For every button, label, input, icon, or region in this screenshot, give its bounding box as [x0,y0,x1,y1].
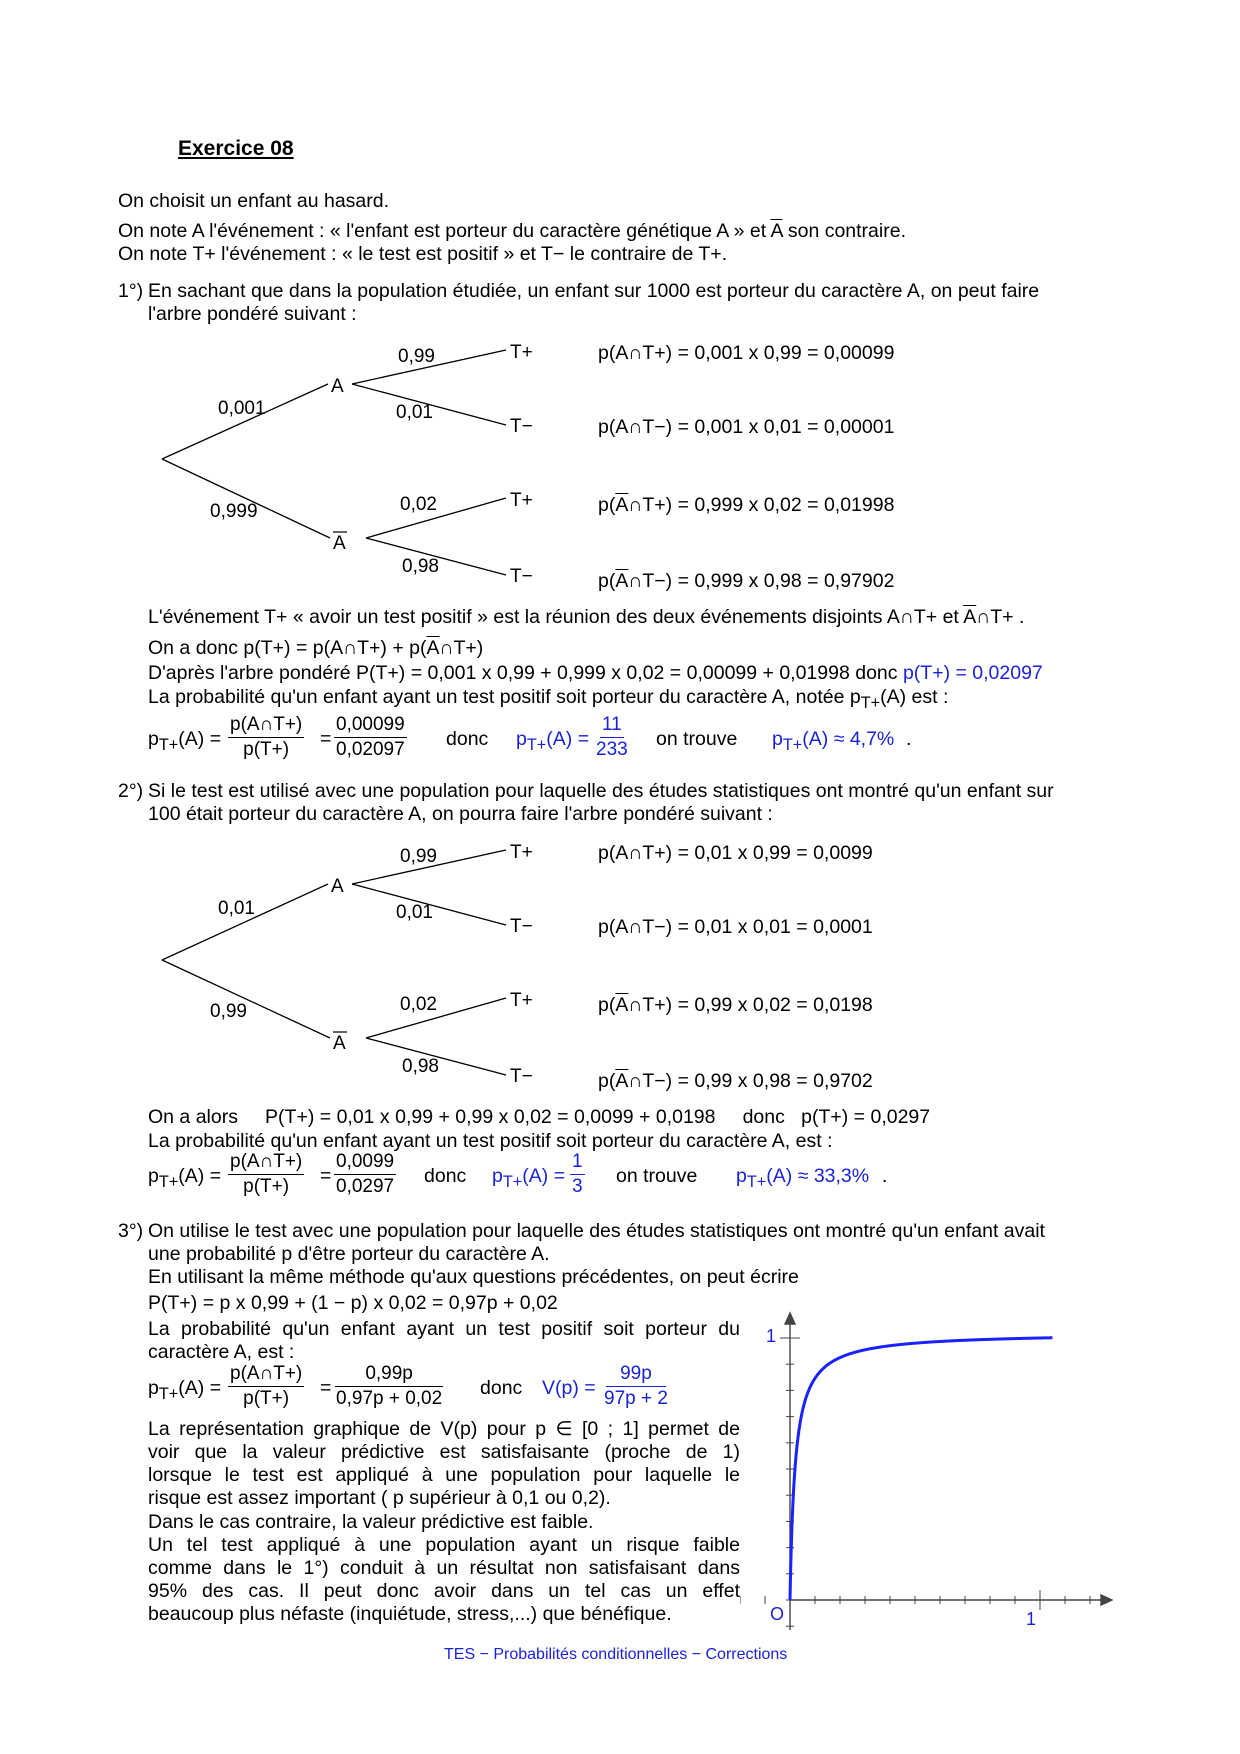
tree-1-node-a: A [331,376,344,397]
q1-f-lhs-end: (A) = [178,728,222,750]
q1-dapres-text: D'après l'arbre pondéré P(T+) = 0,001 x 0,99 + 0,999 x 0,02 = 0,00099 + 0,01998 donc [148,662,898,684]
x-axis-arrow [1101,1595,1112,1605]
q1-proba-sub: T+ [860,693,881,712]
q2-approx [736,1165,869,1193]
q2-f-sub: T+ [158,1172,179,1191]
q1-dapres-result: p(T+) = 0,02097 [902,662,1043,684]
q2-f-p: p [148,1165,159,1187]
q3-para3-line-3: 95% des cas. Il peut donc avoir dans un tel cas un effet [148,1580,740,1602]
q2-formula-lhs [148,1165,221,1193]
q1-f1-num: p(A∩T+) [228,714,304,738]
tree-2-tm-2: T− [510,1066,533,1087]
intro-line-2-end: son contraire. [787,220,906,242]
q3-para-line-1: La représentation graphique de V(p) pour p ∈ [0 ; 1] permet de [148,1418,740,1440]
q2-r-num: 1 [570,1151,585,1175]
q1-r-lhs-end: (A) = [546,728,590,750]
q2-ontrouve: on trouve [616,1165,698,1187]
q1-event-text: L'événement T+ « avoir un test positif » est la réunion des deux événements disjoints A∩T+ et [148,606,959,628]
q3-para2: Dans le cas contraire, la valeur prédictive est faible. [148,1511,594,1533]
r3-prefix: p( [598,494,616,516]
q2-donc: donc [424,1165,467,1187]
q1-ona-abar: $\overline{A}$ [426,637,440,659]
r3-rest: ∩T+) = 0,999 x 0,02 = 0,01998 [628,494,895,516]
tree-2-tp-2: T+ [510,990,533,1011]
tree-2-tp-1: T+ [510,842,533,863]
tree-1-tm-1: T− [510,416,533,437]
q2-f1-num: p(A∩T+) [228,1151,304,1175]
q2-r-p: p [492,1165,503,1187]
q2-f-lhs-end: (A) = [178,1165,222,1187]
tree-1-prob-tp-a: 0,99 [398,346,435,367]
q1-number: 1°) [118,280,144,302]
tree-2-prob-tp-abar: 0,02 [400,994,437,1015]
q1-event-abar: $\overline{A}$ [963,606,977,628]
y-axis-arrow [785,1313,795,1324]
tree-2-result-4 [598,1070,873,1092]
tree-2-node-abar: A [333,1033,346,1054]
q1-f2-num: 0,00099 [334,714,407,738]
tree-2-prob-tm-abar: 0,98 [402,1056,439,1077]
q3-fraction-1 [228,1363,304,1410]
q3-line-2: une probabilité p d'être porteur du caractère A. [148,1243,550,1265]
q1-donc: donc [446,728,489,750]
q1-r-sub: T+ [526,735,547,754]
q3-para-line-2: voir que la valeur prédictive est satisfaisante (proche de 1) [148,1441,740,1463]
r4-abar: $\overline{A}$ [615,570,629,592]
q3-line-6: caractère A, est : [148,1341,295,1363]
tree-1-result-1: p(A∩T+) = 0,001 x 0,99 = 0,00099 [598,342,895,364]
q2-approx-sub: T+ [746,1172,767,1191]
q3-f2-den: 0,97p + 0,02 [336,1388,443,1409]
q3-formula-lhs [148,1377,221,1405]
intro-line-1: On choisit un enfant au hasard. [118,190,390,212]
tree-2-prob-a: 0,01 [218,898,255,919]
tree-1-prob-a: 0,001 [218,398,266,419]
q2-eq: = [320,1165,332,1187]
tree-1-prob-tm-a: 0,01 [396,402,433,423]
q2-r-lhs-end: (A) = [522,1165,566,1187]
q3-number: 3°) [118,1220,144,1242]
q3-line-4: P(T+) = p x 0,99 + (1 − p) x 0,02 = 0,97p + 0,02 [148,1292,558,1314]
q2-number: 2°) [118,780,144,802]
q1-ona-text: On a donc p(T+) = p(A∩T+) + p( [148,637,427,659]
q2-result-lhs [492,1165,565,1193]
t2-r4-rest: ∩T−) = 0,99 x 0,98 = 0,9702 [628,1070,873,1092]
q2-result-fraction [570,1151,585,1198]
t2-r3-abar: $\overline{A}$ [615,994,629,1016]
tree-2-prob-tp-a: 0,99 [400,846,437,867]
q1-f1-den: p(T+) [243,739,290,760]
q1-approx-sub: T+ [782,735,803,754]
x-tick-label-1: 1 [1026,1609,1037,1629]
q2-dot: . [882,1165,888,1187]
q3-f2-num: 0,99p [335,1363,443,1387]
y-tick-label-1: 1 [766,1326,777,1346]
q3-para3-line-4: beaucoup plus néfaste (inquiétude, stress,...) que bénéfique. [148,1603,672,1625]
q2-r-sub: T+ [502,1172,523,1191]
tree-1-tp-1: T+ [510,342,533,363]
t2-r4-prefix: p( [598,1070,616,1092]
r4-prefix: p( [598,570,616,592]
q3-line-5: La probabilité qu'un enfant ayant un test positif soit porteur du [148,1318,740,1340]
q1-ontrouve: on trouve [656,728,738,750]
q2-f2-den: 0,0297 [336,1176,395,1197]
q1-line-1: En sachant que dans la population étudiée, un enfant sur 1000 est porteur du caractère A, on peut faire [148,280,1040,302]
q2-onaalors: On a alors P(T+) = 0,01 x 0,99 + 0,99 x 0,02 = 0,0099 + 0,0198 donc p(T+) = 0,0297 [148,1106,931,1128]
q2-approx-end: (A) ≈ 33,3% [766,1165,870,1187]
q1-r-p: p [516,728,527,750]
q1-approx-p: p [772,728,783,750]
tree-1-result-2: p(A∩T−) = 0,001 x 0,01 = 0,00001 [598,416,895,438]
tree-1-tp-2: T+ [510,490,533,511]
q3-donc: donc [480,1377,523,1399]
origin-label: O [770,1604,785,1624]
tree-2-tm-1: T− [510,916,533,937]
v-of-p-graph [740,1300,1120,1640]
q3-f1-den: p(T+) [243,1388,290,1409]
q3-line-3: En utilisant la même méthode qu'aux questions précédentes, on peut écrire [148,1266,799,1288]
q1-approx-end: (A) ≈ 4,7% [802,728,895,750]
q3-f1-num: p(A∩T+) [228,1363,304,1387]
intro-line-3: On note T+ l'événement : « le test est positif » et T− le contraire de T+. [118,243,728,265]
tree-2-node-a: A [331,876,344,897]
q3-para3-line-1: Un tel test appliqué à une population ayant un risque faible [148,1534,740,1556]
t2-r4-abar: $\overline{A}$ [615,1070,629,1092]
t2-r3-prefix: p( [598,994,616,1016]
q2-f2-num: 0,0099 [334,1151,396,1175]
q1-proba-text: La probabilité qu'un enfant ayant un test positif soit porteur du caractère A, notée p [148,686,861,708]
page-footer: TES − Probabilités conditionnelles − Corrections [444,1646,788,1663]
q2-f1-den: p(T+) [243,1176,290,1197]
q3-v-lhs: V(p) = [542,1377,596,1399]
tree-2-prob-abar: 0,99 [210,1001,247,1022]
tree-2-prob-tm-a: 0,01 [396,902,433,923]
tree-1-prob-tp-abar: 0,02 [400,494,437,515]
q2-proba-line: La probabilité qu'un enfant ayant un test positif soit porteur du caractère A, est : [148,1130,833,1152]
q3-v-den: 97p + 2 [604,1388,668,1409]
q1-f-sub: T+ [158,735,179,754]
a-bar-symbol: $\overline{A}$ [770,220,783,242]
q1-f-p: p [148,728,159,750]
t2-r3-rest: ∩T+) = 0,99 x 0,02 = 0,0198 [628,994,873,1016]
q2-r-den: 3 [572,1176,583,1197]
q3-para-line-4: risque est assez important ( p supérieur à 0,1 ou 0,2). [148,1487,611,1509]
q3-fraction-2 [334,1363,444,1410]
q1-r-num: 11 [600,714,624,738]
q2-fraction-1 [228,1151,304,1198]
tree-1-node-abar: A [333,533,346,554]
tree-2-result-2: p(A∩T−) = 0,01 x 0,01 = 0,0001 [598,916,873,938]
q2-approx-p: p [736,1165,747,1187]
tree-2-result-3 [598,994,873,1016]
r4-rest: ∩T−) = 0,999 x 0,98 = 0,97902 [628,570,895,592]
q1-proba-end: (A) est : [880,686,949,708]
q1-f2-den: 0,02097 [336,739,405,760]
intro-line-2-text: On note A l'événement : « l'enfant est porteur du caractère génétique A » et [118,220,767,242]
exercise-title: Exercice 08 [178,137,294,160]
q1-line-2: l'arbre pondéré suivant : [148,303,357,325]
q3-para3-line-2: comme dans le 1°) conduit à un résultat non satisfaisant dans [148,1557,740,1579]
r3-abar: $\overline{A}$ [615,494,629,516]
q3-f-p: p [148,1377,159,1399]
q3-v-fraction [602,1363,670,1410]
tree-1-prob-tm-abar: 0,98 [402,556,439,577]
q2-fraction-2 [334,1151,396,1198]
q3-line-1: On utilise le test avec une population pour laquelle des études statistiques ont montré qu'un enfant avait [148,1220,1045,1242]
q3-v-num: 99p [606,1363,666,1387]
q1-dot: . [906,728,912,750]
q1-eq: = [320,728,332,750]
q3-f-lhs-end: (A) = [178,1377,222,1399]
v-curve [790,1338,1053,1600]
q3-f-sub: T+ [158,1384,179,1403]
tree-1-prob-abar: 0,999 [210,501,258,522]
q1-event-end: ∩T+ . [976,606,1025,628]
q1-r-den: 233 [596,739,628,760]
tree-2-result-1: p(A∩T+) = 0,01 x 0,99 = 0,0099 [598,842,873,864]
q3-eq: = [320,1377,332,1399]
q3-para-line-3: lorsque le test est appliqué à une population pour laquelle le [148,1464,740,1486]
q1-ona-end: ∩T+) [439,637,484,659]
tree-1-tm-2: T− [510,566,533,587]
q2-line-2: 100 était porteur du caractère A, on pourra faire l'arbre pondéré suivant : [148,803,773,825]
q2-line-1: Si le test est utilisé avec une population pour laquelle des études statistiques ont montré qu'un enfant sur [148,780,1054,802]
